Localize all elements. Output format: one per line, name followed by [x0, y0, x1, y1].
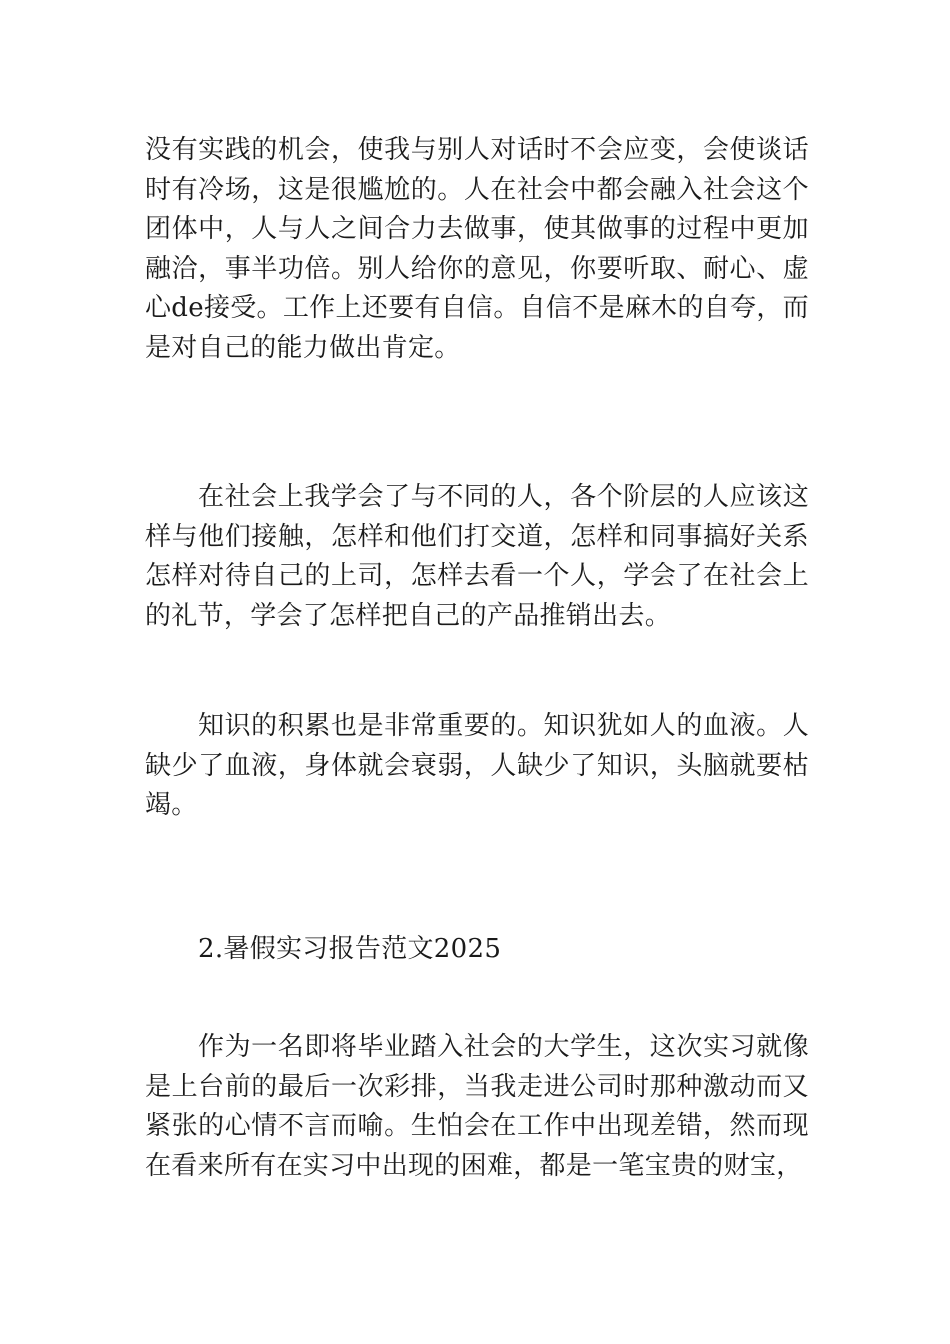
section-heading: 2.暑假实习报告范文2025 — [198, 934, 502, 964]
paragraph-knowledge: 知识的积累也是非常重要的。知识犹如人的血液。人缺少了血液，身体就会衰弱，人缺少了知识，头脑就要枯竭。 — [145, 711, 809, 820]
paragraph-internship-intro: 作为一名即将毕业踏入社会的大学生，这次实习就像是上台前的最后一次彩排，当我走进公司时那种激动而又紧张的心情不言而喻。生怕会在工作中出现差错，然而现在看来所有在实习中出现的困难，都是一笔宝贵的财宝， — [145, 1032, 809, 1181]
paragraph-practice-communication: 没有实践的机会，使我与别人对话时不会应变，会使谈话时有冷场，这是很尴尬的。人在社会中都会融入社会这个团体中，人与人之间合力去做事，使其做事的过程中更加融洽，事半功倍。别人给你的意见，你要听取、耐心、虚心de接受。工作上还要有自信。自信不是麻木的自夸，而是对自己的能力做出肯定。 — [145, 135, 809, 363]
paragraph-social-skills: 在社会上我学会了与不同的人，各个阶层的人应该这样与他们接触，怎样和他们打交道，怎样和同事搞好关系怎样对待自己的上司，怎样去看一个人，学会了在社会上的礼节，学会了怎样把自己的产品推销出去。 — [145, 482, 809, 631]
